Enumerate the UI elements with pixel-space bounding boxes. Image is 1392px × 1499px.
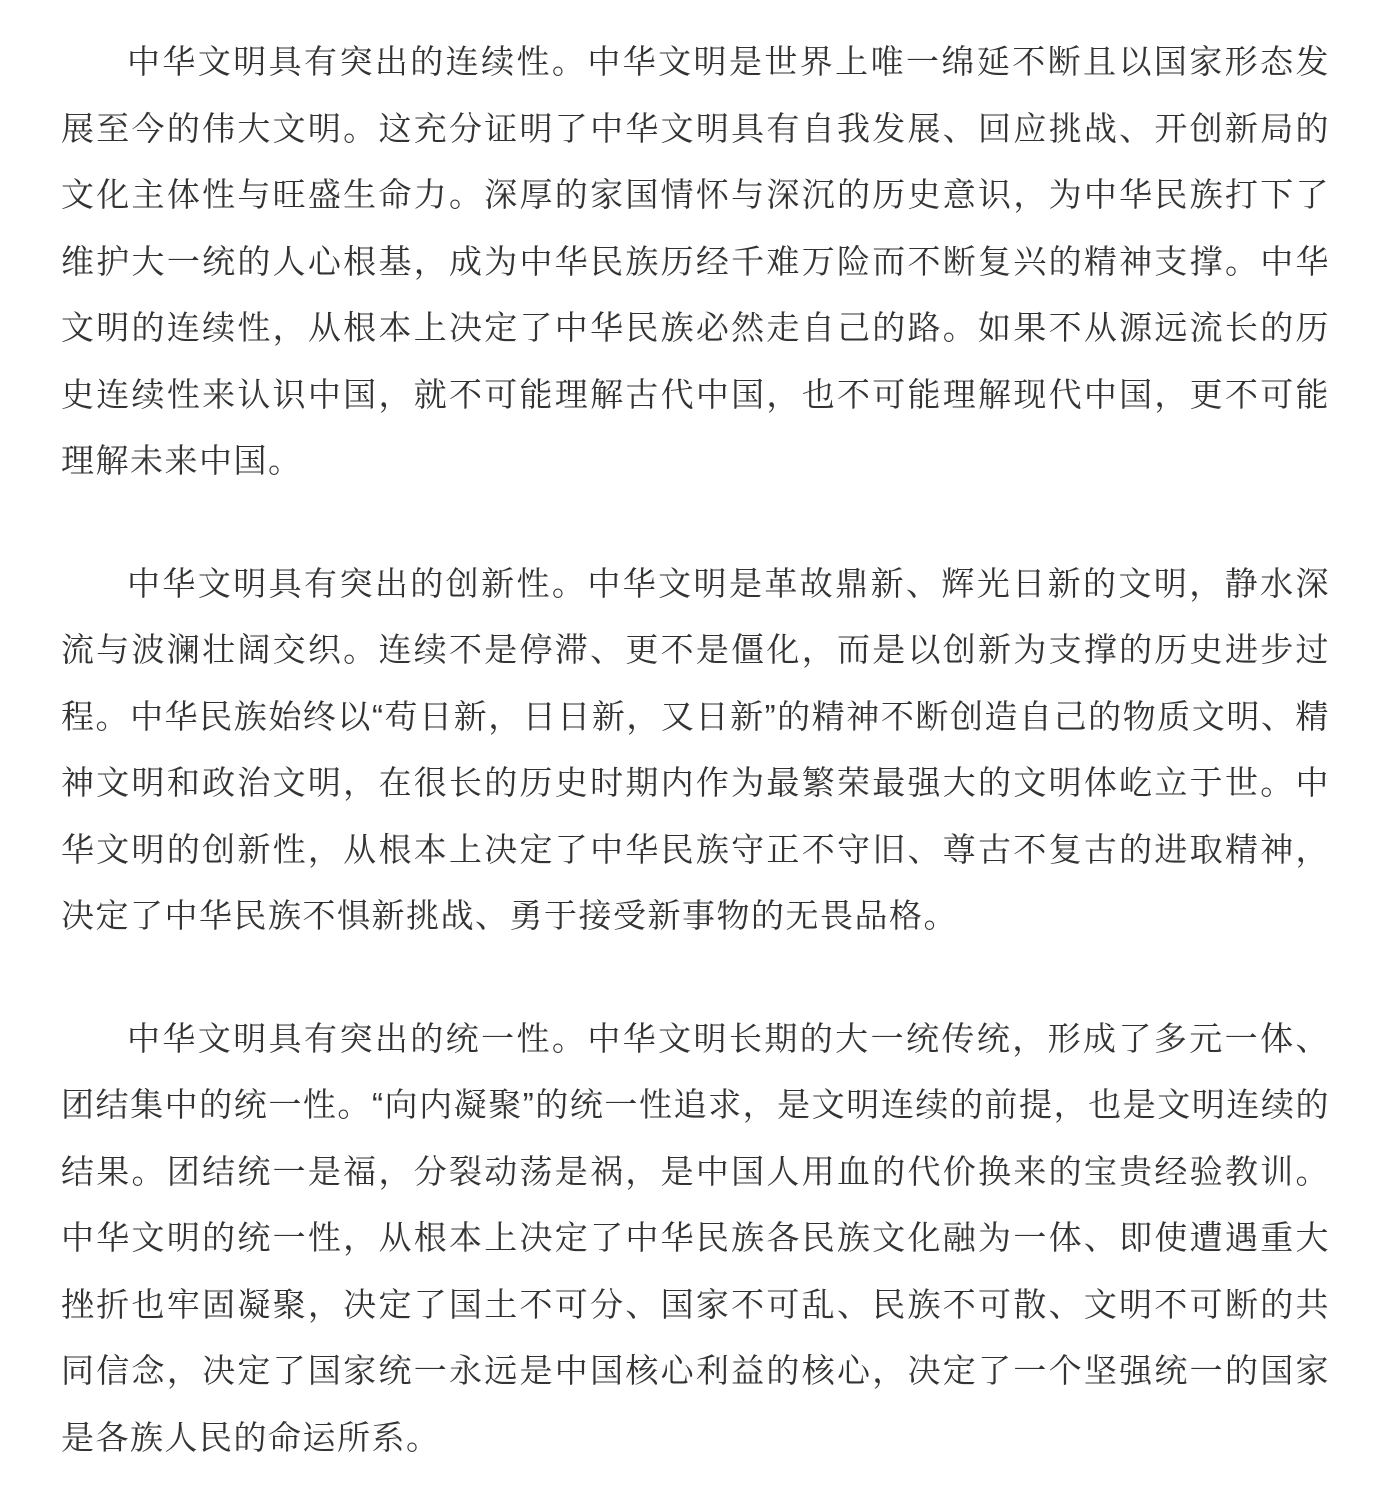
paragraph-innovation: 中华文明具有突出的创新性。中华文明是革故鼎新、辉光日新的文明，静水深流与波澜壮阔交织。连续不是停滞、更不是僵化，而是以创新为支撑的历史进步过程。中华民族始终以“苟日新，日日新，又日新”的精神不断创造自己的物质文明、精神文明和政治文明，在很长的历史时期内作为最繁荣最强大的文明体屹立于世。中华文明的创新性，从根本上决定了中华民族守正不守旧、尊古不复古的进取精神，决定了中华民族不惧新挑战、勇于接受新事物的无畏品格。 [61,564,1330,934]
paragraph-unity: 中华文明具有突出的统一性。中华文明长期的大一统传统，形成了多元一体、团结集中的统一性。“向内凝聚”的统一性追求，是文明连续的前提，也是文明连续的结果。团结统一是福，分裂动荡是祸，是中国人用血的代价换来的宝贵经验教训。中华文明的统一性，从根本上决定了中华民族各民族文化融为一体、即使遭遇重大挫折也牢固凝聚，决定了国土不可分、国家不可乱、民族不可散、文明不可断的共同信念，决定了国家统一永远是中国核心利益的核心，决定了一个坚强统一的国家是各族人民的命运所系。 [61,1019,1330,1456]
paragraph-continuity: 中华文明具有突出的连续性。中华文明是世界上唯一绵延不断且以国家形态发展至今的伟大文明。这充分证明了中华文明具有自我发展、回应挑战、开创新局的文化主体性与旺盛生命力。深厚的家国情怀与深沉的历史意识，为中华民族打下了维护大一统的人心根基，成为中华民族历经千难万险而不断复兴的精神支撑。中华文明的连续性，从根本上决定了中华民族必然走自己的路。如果不从源远流长的历史连续性来认识中国，就不可能理解古代中国，也不可能理解现代中国，更不可能理解未来中国。 [61,43,1330,479]
